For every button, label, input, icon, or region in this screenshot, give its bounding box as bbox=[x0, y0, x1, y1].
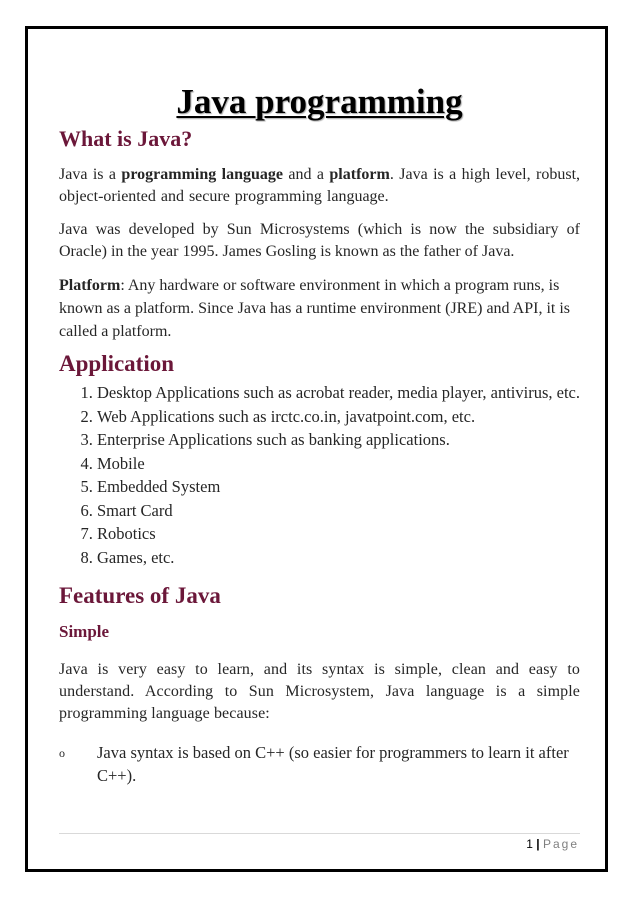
list-item: 3. Enterprise Applications such as banking applications. bbox=[97, 428, 580, 452]
paragraph-platform-definition bbox=[59, 274, 580, 343]
text-segment: Java is a bbox=[59, 166, 122, 183]
list-item: 4. Mobile bbox=[97, 452, 580, 476]
page-number: 1 bbox=[526, 837, 533, 851]
simple-bullet-list bbox=[59, 741, 580, 787]
application-list bbox=[59, 381, 580, 569]
document-body bbox=[59, 80, 580, 787]
footer-divider bbox=[59, 833, 580, 834]
list-item: 1. Desktop Applications such as acrobat reader, media player, antivirus, etc. bbox=[97, 381, 580, 405]
page-footer bbox=[526, 837, 579, 851]
paragraph-java-history: Java was developed by Sun Microsystems (which is now the subsidiary of Oracle) in the year 1995. James Gosling is known as the father of Java. bbox=[59, 221, 580, 260]
bold-platform: platform bbox=[329, 166, 390, 183]
text-segment: . Java is a high level, robust, object-oriented and secure programming language. bbox=[59, 166, 581, 205]
list-item bbox=[59, 741, 580, 787]
bullet-text: Java syntax is based on C++ (so easier for programmers to learn it after C++). bbox=[97, 743, 569, 785]
section-heading-what-is-java: What is Java? bbox=[59, 126, 193, 151]
list-item: 5. Embedded System bbox=[97, 475, 580, 499]
list-item: 2. Web Applications such as irctc.co.in, javatpoint.com, etc. bbox=[97, 405, 580, 429]
subheading-simple: Simple bbox=[59, 622, 110, 641]
text-segment: and a bbox=[282, 166, 330, 183]
bold-programming-language: programming language bbox=[121, 166, 283, 183]
page-label: Page bbox=[542, 837, 579, 851]
section-heading-features: Features of Java bbox=[59, 583, 221, 608]
paragraph-simple: Java is very easy to learn, and its syntax is simple, clean and easy to understand. According to Sun Microsystem, Java language is a simple programming language because: bbox=[59, 661, 580, 722]
list-item: 7. Robotics bbox=[97, 522, 580, 546]
page-title: Java programming bbox=[176, 82, 463, 121]
footer-separator: | bbox=[536, 837, 540, 851]
bold-platform-term: Platform bbox=[59, 277, 121, 294]
circle-bullet-icon: o bbox=[59, 746, 65, 760]
text-segment: : Any hardware or software environment in which a program runs, is known as a platform. Since Java has a runtime environment (JRE) and API, it is called a platform. bbox=[59, 277, 571, 340]
paragraph-java-definition bbox=[59, 164, 580, 208]
list-item: 8. Games, etc. bbox=[97, 546, 580, 570]
section-heading-application: Application bbox=[59, 351, 175, 376]
list-item: 6. Smart Card bbox=[97, 499, 580, 523]
